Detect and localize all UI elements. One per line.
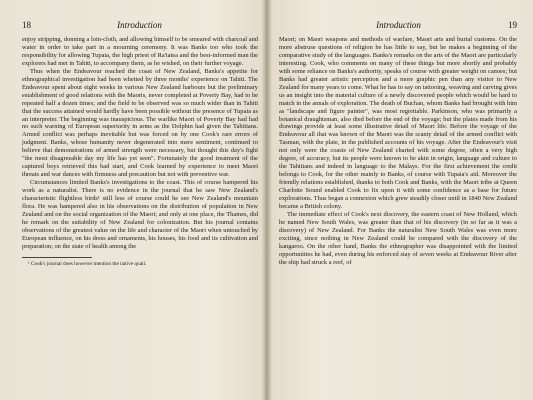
right-page (267, 0, 533, 400)
footnote-rule (22, 257, 92, 258)
right-page-body (279, 36, 517, 267)
footnote: ¹ Cook's journal does however mention the native quail. (28, 260, 147, 267)
left-paragraph-1: enjoy stripping, donning a loin-cloth, and allowing himself to be smeared with charcoal and water in order to take part in a mourning ceremony. It was Banks too who took the responsibility for allowing Tupaia, the high priest of Ra'iatea and the best-informed man the explorers had met in Tahiti, to accompany them, as he wished, on their further voyage. (22, 36, 258, 67)
left-page-header (22, 20, 258, 30)
left-paragraph-2: Thus when the Endeavour reached the coast of New Zealand, Banks's appetite for ethnographical investigation had been whetted by three months' experience on Tahiti. The Endeavour spent about eight weeks in various New Zealand harbours but the preliminary establishment of good relations with the Maoris, never completed at Poverty Bay, had to be repeated half a dozen times; and the field to be observed was so much wider than in Tahiti that the success attained would hardly have been possible without the presence of Tupaia as an interpreter. The beginning was inauspicious. The warlike Maori of Poverty Bay had had no such warning of European superiority in arms as the Dolphin had given the Tahitians. Armed conflict was perhaps inevitable but was forced on by one Cook's rare errors of judgment. Banks, whose humanity never degenerated into mere sentiment, continued to believe that demonstrations of armed strength were necessary, but thought this day's fight "the most disagreeable day my life has yet seen". Fortunately the good treatment of the captured boys retrieved this bad start, and Cook learned by experience to meet Maori threats and war dances with firmness and precaution but not with preventive war. (22, 67, 258, 179)
right-page-header (279, 20, 517, 30)
left-running-head: Introduction (117, 20, 162, 30)
left-paragraph-3: Circumstances limited Banks's investigations to the coast. This of course hampered his work as a naturalist. There is no evidence in the journal that he saw New Zealand's characteristic flightless birds¹ still less of course could he see New Zealand's mountain flora. He was hampered also in his observations on the distribution of population in New Zealand and on the social organization of the Maori; and only at one place, the Thames, did he remark on the suitability of New Zealand for colonization. But his journal contains observations of the greatest value on the life and character of the Maori when untouched by European influence, on his dress and ornaments, his houses, his food and its cultivation and preparation; on the state of health among the (22, 179, 258, 250)
left-page-number: 18 (22, 20, 31, 30)
right-running-head: Introduction (376, 20, 421, 30)
right-paragraph-1: Maori; on Maori weapons and methods of warfare, Maori arts and burial customs. On the more abstruse questions of religion he has little to say, but he makes a beginning of the comparative study of the languages. Banks's remarks on the arts of the Maori are particularly interesting. Cook, who comments on many of these things but more shortly and probably with some reliance on Banks's authority, speaks of course with greater weight on canoes; but Banks had greater artistic perception and a more graphic pen than any visitor to New Zealand for many years to come. What he has to say on tattooing, weaving and carving gives us an insight into the material culture of a newly discovered people which would be hard to match in the annals of exploration. The death of Buchan, whom Banks had brought with him as "landscape and figure painter", was most regrettable. Parkinson, who was primarily a botanical draughtsman, also died before the end of the voyage; but the plates made from his drawings provide at least some illustrative detail of Maori life. Before the voyage of the Endeavour all that was known of the Maori was the scanty detail of the armed conflict with Tasman, with the plate, in the published accounts of his voyage. After the Endeavour's visit not only were the coasts of New Zealand charted with some degree, often a very high degree, of accuracy, but its people were known to be akin in origin, language and culture to the Tahitians and indeed in language to the Malays. For the first achievement the credit belongs to Cook, for the other mainly to Banks, of course with Tupaia's aid. Moreover the friendly relations established, thanks to both Cook and Banks, with the Maori tribe at Queen Charlotte Sound enabled Cook to fix upon it with some confidence as a base for future explorations. Thus began a connexion which grew steadily closer until in 1840 New Zealand became a British colony. (279, 36, 517, 211)
left-page (0, 0, 266, 400)
right-page-number: 19 (507, 20, 517, 30)
right-paragraph-2: The immediate effect of Cook's next discovery, the eastern coast of New Holland, which he named New South Wales, was greater than that of his discovery (in so far as it was a discovery) of New Zealand. For Banks the naturalist New South Wales was even more exciting, since nothing in New Zealand could be compared with the discovery of the kangaroo. On the other hand, Banks the ethnographer was disappointed with the limited opportunities he had, even during his enforced stay of seven weeks at Endeavour River after the ship had struck a reef, of (279, 210, 517, 266)
left-page-body (22, 36, 258, 251)
